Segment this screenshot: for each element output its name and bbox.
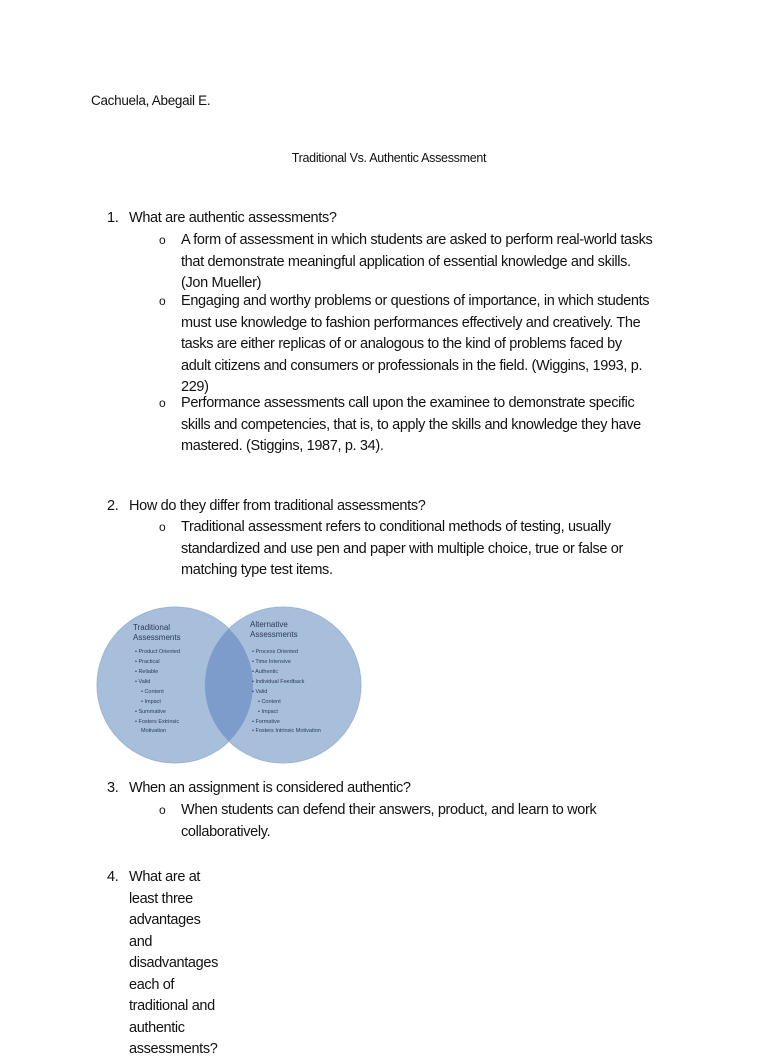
left-item: • Valid [135, 679, 151, 685]
right-item: • Authentic [252, 669, 279, 675]
question-text: How do they differ from traditional assessments? [129, 498, 426, 514]
left-title-line: Assessments [133, 633, 181, 642]
question-number: 2. [107, 498, 119, 514]
answer-text: Traditional assessment refers to conditional methods of testing, usually standardized and use pen and paper with multiple choice, true or false or matching type test items. [181, 519, 623, 578]
question-text: When an assignment is considered authentic? [129, 780, 411, 796]
venn-diagram [95, 600, 365, 770]
left-item: • Content [141, 689, 164, 695]
right-item: • Fosters Intrinsic Motivation [252, 728, 321, 734]
question-number: 3. [107, 780, 119, 796]
answer-text: Engaging and worthy problems or questions of importance, in which students must use knowledge to fashion performances effectively and creatively. The tasks are either replicas of or analogous to the kind of problems faced by adult citizens and consumers or professionals in the field. (Wiggins, 1993, p. 229) [181, 293, 650, 395]
right-item: • Process Oriented [252, 649, 298, 655]
left-item: • Reliable [135, 669, 159, 675]
left-item: • Practical [135, 659, 160, 665]
bullet-marker: o [159, 233, 166, 247]
question-text: What are authentic assessments? [129, 210, 337, 226]
right-item: • Impact [258, 709, 278, 715]
bullet-marker: o [159, 803, 166, 817]
answer-text: When students can defend their answers, product, and learn to work collaboratively. [181, 802, 597, 840]
left-title-line: Traditional [133, 623, 171, 632]
right-item: • Valid [252, 689, 268, 695]
right-title-line: Alternative [250, 620, 288, 629]
right-title-line: Assessments [250, 630, 298, 639]
document-title: Traditional Vs. Authentic Assessment [291, 151, 487, 165]
answer-text: A form of assessment in which students are asked to perform real-world tasks that demonstrate meaningful application of essential knowledge and skills. (Jon Mueller) [181, 232, 653, 291]
left-item: Motivation [141, 728, 167, 734]
question-number: 1. [107, 210, 119, 226]
left-item: • Impact [141, 699, 161, 705]
bullet-marker: o [159, 294, 166, 308]
question-text: What are at least three advantages and disadvantages each of traditional and authentic assessments? [129, 869, 218, 1057]
left-item: • Summative [135, 709, 166, 715]
bullet-marker: o [159, 396, 166, 410]
right-item: • Time Intensive [252, 659, 291, 665]
right-item: • Individual Feedback [252, 679, 305, 685]
right-item: • Formative [252, 719, 280, 725]
author-name: Cachuela, Abegail E. [91, 93, 211, 108]
right-item: • Content [258, 699, 281, 705]
left-item: • Fosters Extrinsic [135, 719, 180, 725]
left-item: • Product Oriented [135, 649, 181, 655]
question-number: 4. [107, 869, 119, 885]
bullet-marker: o [159, 520, 166, 534]
answer-text: Performance assessments call upon the examinee to demonstrate specific skills and competencies, that is, to apply the skills and knowledge they have mastered. (Stiggins, 1987, p. 34). [181, 395, 641, 454]
